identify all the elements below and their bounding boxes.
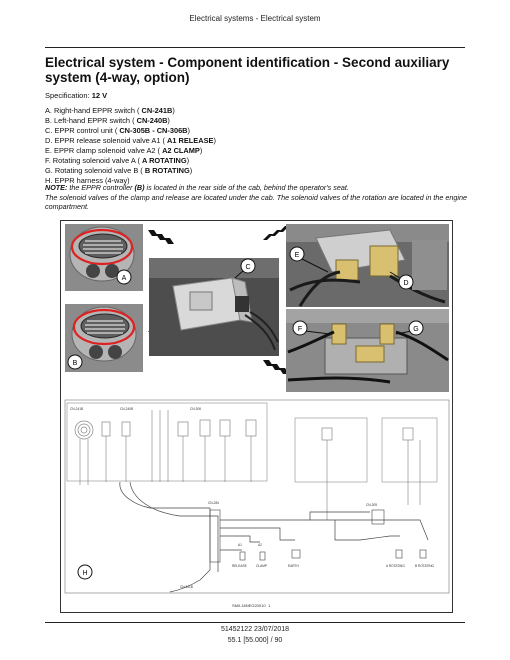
label-cn-241b: CN-241B [70, 407, 84, 411]
running-header: Electrical systems - Electrical system [189, 14, 321, 23]
label-release: RELEASE [232, 564, 247, 568]
callout-f: F [297, 326, 303, 333]
label-cn-305: CN-305 [366, 503, 377, 507]
photo-switch-b [65, 304, 143, 372]
header-rule [45, 47, 465, 48]
photo-rotating-valves-fg [286, 309, 449, 392]
component-item: C. EPPR control unit ( CN-305B - CN-306B) [45, 126, 190, 135]
label-a1: A1 [238, 543, 242, 547]
photo-control-unit-c [149, 258, 279, 356]
photo-solenoid-valves-de [286, 224, 449, 307]
specification-label: Specification: [45, 91, 90, 100]
callout-g: G [413, 326, 419, 333]
callout-h: H [82, 570, 88, 577]
specification [45, 91, 107, 100]
callout-e: E [294, 252, 300, 259]
label-clamp: CLAMP [256, 564, 267, 568]
component-item: E. EPPR clamp solenoid valve A2 ( A2 CLAMP) [45, 146, 203, 155]
component-item: A. Right-hand EPPR switch ( CN-241B) [45, 106, 175, 115]
label-cn-240b: CN-240B [120, 407, 134, 411]
footer-doc: 51452122 23/07/2018 [220, 626, 290, 633]
label-earth: EARTH [288, 564, 299, 568]
component-item: H. EPPR harness (4-way) [45, 176, 130, 185]
label-rotating-a: A ROTATING [386, 564, 405, 568]
label-rotating-b: B ROTATING [415, 564, 435, 568]
footer-rule [45, 622, 465, 623]
component-item: G. Rotating solenoid valve B ( B ROTATING) [45, 166, 193, 175]
callout-a: A [121, 275, 127, 282]
page-title: Electrical system - Component identification - Second auxiliary system (4-way, option) [45, 55, 450, 85]
label-cn-306: CN-306 [190, 407, 201, 411]
wiring-schematic-h [65, 400, 449, 593]
photo-switch-a [65, 224, 143, 291]
callout-d: D [403, 280, 409, 287]
component-figure [60, 220, 453, 613]
callout-c: C [245, 264, 251, 271]
footer-page: 55.1 [55.000] / 90 [227, 637, 283, 644]
component-item: B. Left-hand EPPR switch ( CN-240B) [45, 116, 170, 125]
specification-value: 12 V [91, 91, 108, 100]
figure-number: 1 [268, 603, 271, 608]
note-paragraph: NOTE: the EPPR controller (B) is located in the rear side of the cab, behind the operator's seat. The solenoid valves of the clamp and release are located under the cab. The solenoid valves of the rotation are located in the engine compartment. [45, 183, 467, 211]
label-cn-284: CN-284 [208, 501, 219, 505]
callout-b: B [72, 360, 78, 367]
component-item: F. Rotating solenoid valve A ( A ROTATING) [45, 156, 190, 165]
label-a2: A2 [258, 543, 262, 547]
label-cn-511b: CN-511B [180, 585, 193, 589]
figure-reference: SMIL18NEG20010 [232, 603, 266, 608]
component-list [45, 106, 465, 186]
component-item: D. EPPR release solenoid valve A1 ( A1 RELEASE) [45, 136, 216, 145]
